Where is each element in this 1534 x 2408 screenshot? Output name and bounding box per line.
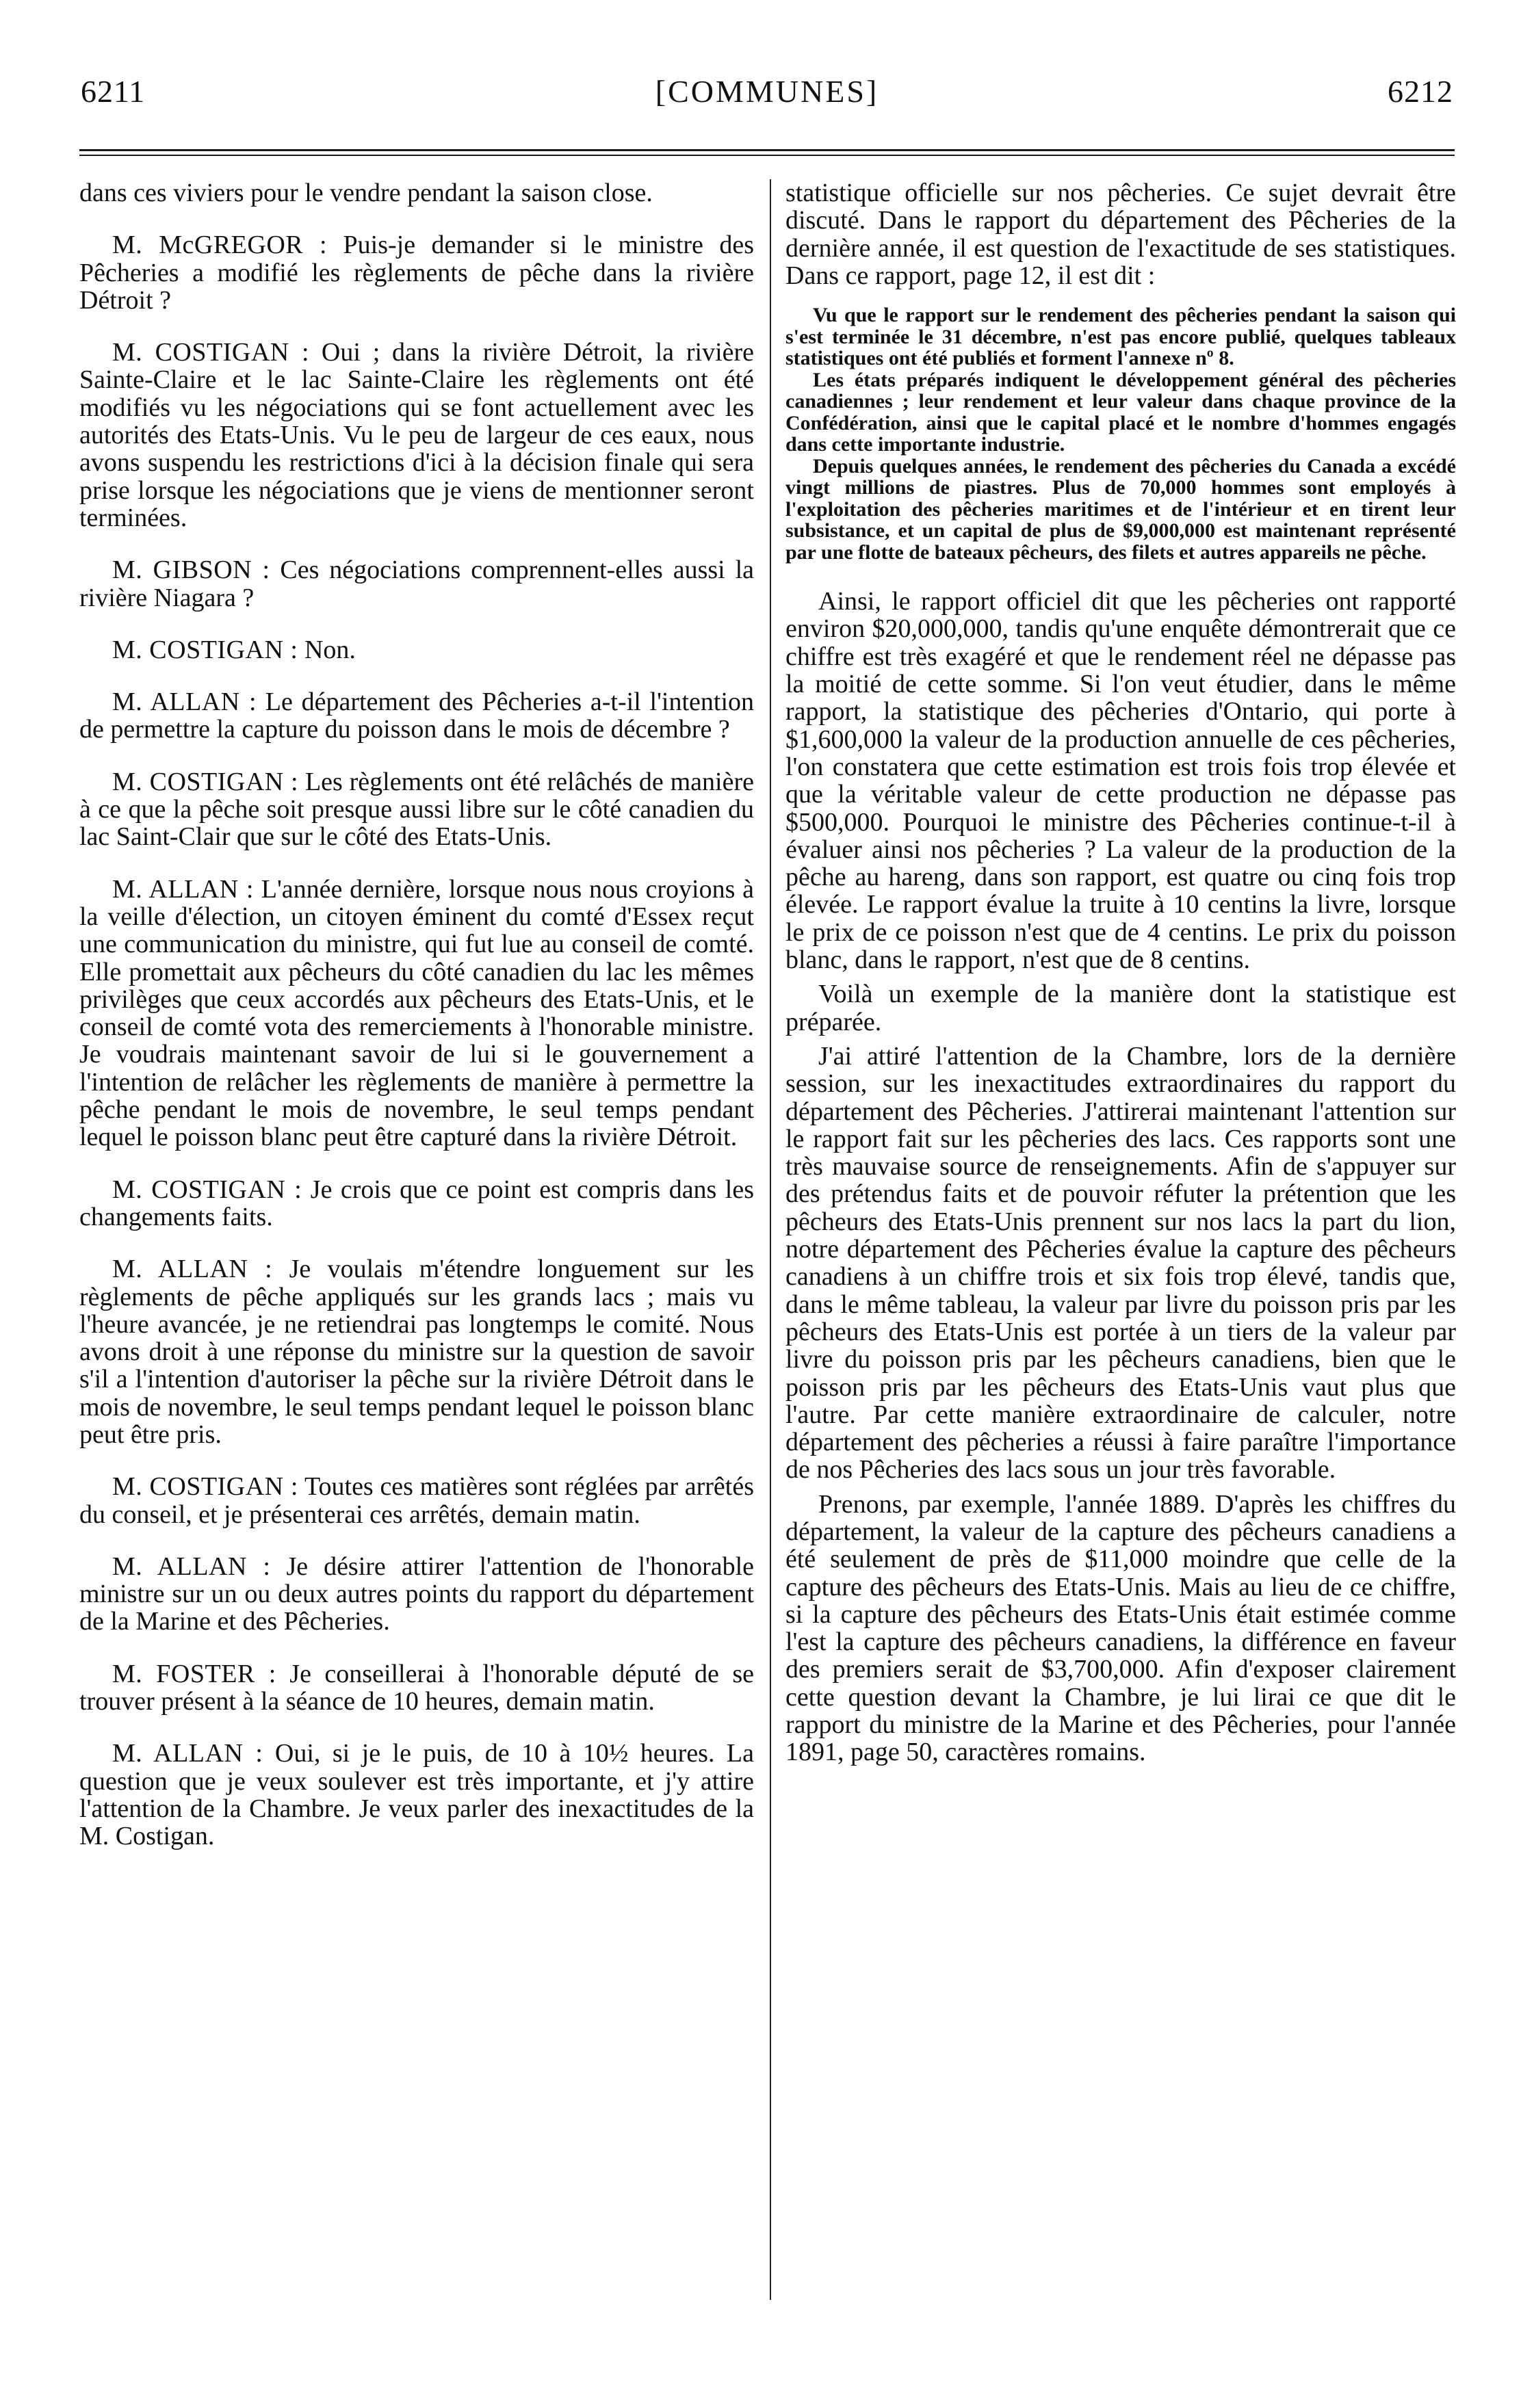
speaker-name: M. FOSTER : bbox=[112, 1659, 276, 1688]
paragraph: statistique officielle sur nos pêcheries. Ce sujet devrait être discuté. Dans le rapport du département des Pêcheries de la dernière année, il est question de l'exactitude de ses statistiques. Dans ce rapport, page 12, il est dit : bbox=[785, 179, 1456, 290]
speech bbox=[79, 1553, 754, 1636]
column-divider bbox=[770, 179, 771, 2300]
speech bbox=[79, 1255, 754, 1448]
speaker-name: M. GIBSON : bbox=[112, 555, 270, 585]
speech-text: Ces négociations comprennent-elles aussi la rivière Niagara ? bbox=[79, 555, 754, 612]
paragraph: Prenons, par exemple, l'année 1889. D'après les chiffres du département, la valeur de la capture des pêcheurs canadiens a été seulement de près de $11,000 moindre que celle de la capture des pêcheurs des Etats-Unis. Mais au lieu de ce chiffre, si la capture des pêcheurs des Etats-Unis était estimée comme l'est la capture des pêcheurs canadiens, la différence en faveur des premiers serait de $3,700,000. Afin d'exposer clairement cette question devant la Chambre, je lui lirai ce que dit le rapport du ministre de la Marine et des Pêcheries, pour l'année 1891, page 50, caractères romains. bbox=[785, 1489, 1456, 1767]
header-rule-top bbox=[79, 149, 1455, 151]
speech-text: Je crois que ce point est compris dans les changements faits. bbox=[79, 1175, 754, 1231]
right-column bbox=[785, 179, 1456, 1766]
speech bbox=[79, 1660, 754, 1716]
speech-text: Oui, si je le puis, de 10 à 10½ heures. La question que je veux soulever est très importante, et j'y attire l'attention de la Chambre. Je veux parler des inexactitudes de la M. Costigan. bbox=[79, 1739, 755, 1851]
speech-text: Je voulais m'étendre longuement sur les règlements de pêche appliqués sur les grands lacs ; mais vu l'heure avancée, je ne retiendrai pas longtemps le comité. Nous avons droit à une réponse du ministre sur la question de savoir s'il a l'intention d'autoriser la pêche sur la rivière Détroit dans le mois de novembre, le seul temps pendant lequel le poisson blanc peut être pris. bbox=[79, 1255, 755, 1449]
speech bbox=[79, 768, 754, 851]
speech bbox=[79, 231, 754, 314]
speaker-name: M. COSTIGAN : bbox=[112, 767, 299, 796]
header-rule-bottom bbox=[79, 155, 1455, 156]
speech-text: Non. bbox=[304, 635, 356, 664]
speaker-name: M. McGREGOR : bbox=[112, 231, 328, 260]
left-column bbox=[79, 179, 754, 1850]
paragraph: J'ai attiré l'attention de la Chambre, lors de la dernière session, sur les inexactitudes extraordinaires du rapport du département des Pêcheries. J'attirerai maintenant l'attention sur le rapport fait sur les pêcheries des lacs. Ces rapports sont une très mauvaise source de renseignements. Afin de s'appuyer sur des prétendus faits et de pouvoir réfuter la prétention que les pêcheurs des Etats-Unis prennent sur nos lacs la part du lion, notre département des Pêcheries évalue la capture des pêcheurs canadiens à un chiffre trois et six fois trop élevé, tandis que, dans le même tableau, la valeur par livre du poisson pris par les pêcheurs des Etats-Unis est portée à un tiers de la valeur par livre du poisson pris par les pêcheurs canadiens, bien que le poisson pris par les pêcheurs des Etats-Unis vaut plus que l'autre. Par cette manière extraordinaire de calculer, notre département des pêcheries a réussi à faire paraître l'importance de nos Pêcheries des lacs sous un jour très favorable. bbox=[785, 1041, 1456, 1484]
speech bbox=[79, 1473, 754, 1528]
quoted-report-paragraph: Les états préparés indiquent le développement général des pêcheries canadiennes ; leur rendement et leur valeur dans chaque province de la Confédération, ainsi que le capital placé et le nombre d'hommes engagés dans cette importante industrie. bbox=[785, 368, 1456, 456]
speech bbox=[79, 1176, 754, 1231]
speech-text: Puis-je demander si le ministre des Pêcheries a modifié les règlements de pêche dans la rivière Détroit ? bbox=[79, 231, 755, 315]
running-title: [COMMUNES] bbox=[655, 74, 879, 109]
speech-text: Les règlements ont été relâchés de manière à ce que la pêche soit presque aussi libre sur le côté canadien du lac Saint-Clair que sur le côté des Etats-Unis. bbox=[79, 767, 754, 852]
paragraph: Ainsi, le rapport officiel dit que les pêcheries ont rapporté environ $20,000,000, tandis qu'une enquête démontrerait que ce chiffre est très exagéré et que le rendement réel ne dépasse pas la moitié de cette somme. Si l'on veut étudier, dans le même rapport, la statistique des pêcheries d'Ontario, qui porte à $1,600,000 la valeur de la production annuelle de ces pêcheries, l'on constatera que cette estimation est trois fois trop élevée et que la véritable valeur de cette production ne dépasse pas $500,000. Pourquoi le ministre des Pêcheries continue-t-il à évaluer ainsi nos pêcheries ? La valeur de la production de la pêche au hareng, dans son rapport, est quatre ou cinq fois trop élevée. Le rapport évalue la truite à 10 centins la livre, lorsque le prix de ce poisson n'est que de 4 centins. Le prix du poisson blanc, dans le rapport, n'est que de 8 centins. bbox=[785, 587, 1456, 975]
speaker-name: M. COSTIGAN : bbox=[112, 635, 298, 664]
speech bbox=[79, 688, 754, 744]
speech-text: Toutes ces matières sont réglées par arrêtés du conseil, et je présenterai ces arrêtés, demain matin. bbox=[79, 1472, 754, 1529]
speaker-name: M. ALLAN : bbox=[112, 1552, 271, 1581]
quoted-report-paragraph: Vu que le rapport sur le rendement des pêcheries pendant la saison qui s'est terminée le 31 décembre, n'est pas encore publié, quelques tableaux statistiques ont été publiés et forment l'annexe nº 8. bbox=[785, 304, 1456, 370]
speech-text: L'année dernière, lorsque nous nous croyions à la veille d'élection, un citoyen éminent du comté d'Essex reçut une communication du ministre, qui fut lue au conseil de comté. Elle promettait aux pêcheurs du côté canadien du lac les mêmes privilèges que ceux accordés aux pêcheurs des Etats-Unis, et le conseil de comté vota des remerciements à l'honorable ministre. Je voudrais maintenant savoir de lui si le gouvernement a l'intention de relâcher les règlements de manière à permettre la pêche pendant le mois de novembre, le seul temps pendant lequel le poisson blanc peut être capturé dans la rivière Détroit. bbox=[79, 874, 755, 1152]
speech-text: Le département des Pêcheries a-t-il l'intention de permettre la capture du poisson dans le mois de décembre ? bbox=[79, 688, 755, 744]
speaker-name: M. ALLAN : bbox=[112, 688, 257, 717]
speaker-name: M. COSTIGAN : bbox=[112, 1175, 302, 1204]
speech bbox=[79, 876, 754, 1151]
speech-text: Oui ; dans la rivière Détroit, la rivière Sainte-Claire et le lac Sainte-Claire les règlements ont été modifiés vu les négociations qui se font actuellement avec les autorités des Etats-Unis. Vu le peu de largeur de ces eaux, nous avons suspendu les restrictions d'ici à la décision finale qui sera prise lorsque les négociations que je viens de mentionner seront terminées. bbox=[79, 338, 755, 532]
speech-text: Je conseillerai à l'honorable député de se trouver présent à la séance de 10 heures, demain matin. bbox=[79, 1659, 754, 1716]
paragraph: Voilà un exemple de la manière dont la statistique est préparée. bbox=[785, 980, 1456, 1036]
speech-text: Je désire attirer l'attention de l'honorable ministre sur un ou deux autres points du rapport du département de la Marine et des Pêcheries. bbox=[79, 1552, 755, 1636]
speech bbox=[79, 339, 754, 532]
speaker-name: M. ALLAN : bbox=[112, 874, 254, 904]
quoted-report-paragraph: Depuis quelques années, le rendement des pêcheries du Canada a excédé vingt millions de piastres. Plus de 70,000 hommes sont employés à l'exploitation des pêcheries maritimes et de l'intérieur et en tirent leur subsistance, et un capital de plus de $9,000,000 est maintenant représenté par une flotte de bateaux pêcheurs, des filets et autres appareils ne pêche. bbox=[785, 454, 1456, 564]
speech bbox=[79, 1740, 754, 1850]
speaker-name: M. COSTIGAN : bbox=[112, 1472, 298, 1502]
paragraph: dans ces viviers pour le vendre pendant la saison close. bbox=[79, 179, 653, 207]
speaker-name: M. COSTIGAN : bbox=[112, 338, 310, 367]
page-number-left: 6211 bbox=[81, 74, 146, 109]
speaker-name: M. ALLAN : bbox=[112, 1255, 273, 1284]
speaker-name: M. ALLAN : bbox=[112, 1739, 263, 1768]
page-number-right: 6212 bbox=[1388, 74, 1453, 109]
speech bbox=[79, 636, 754, 664]
speech bbox=[79, 556, 754, 612]
